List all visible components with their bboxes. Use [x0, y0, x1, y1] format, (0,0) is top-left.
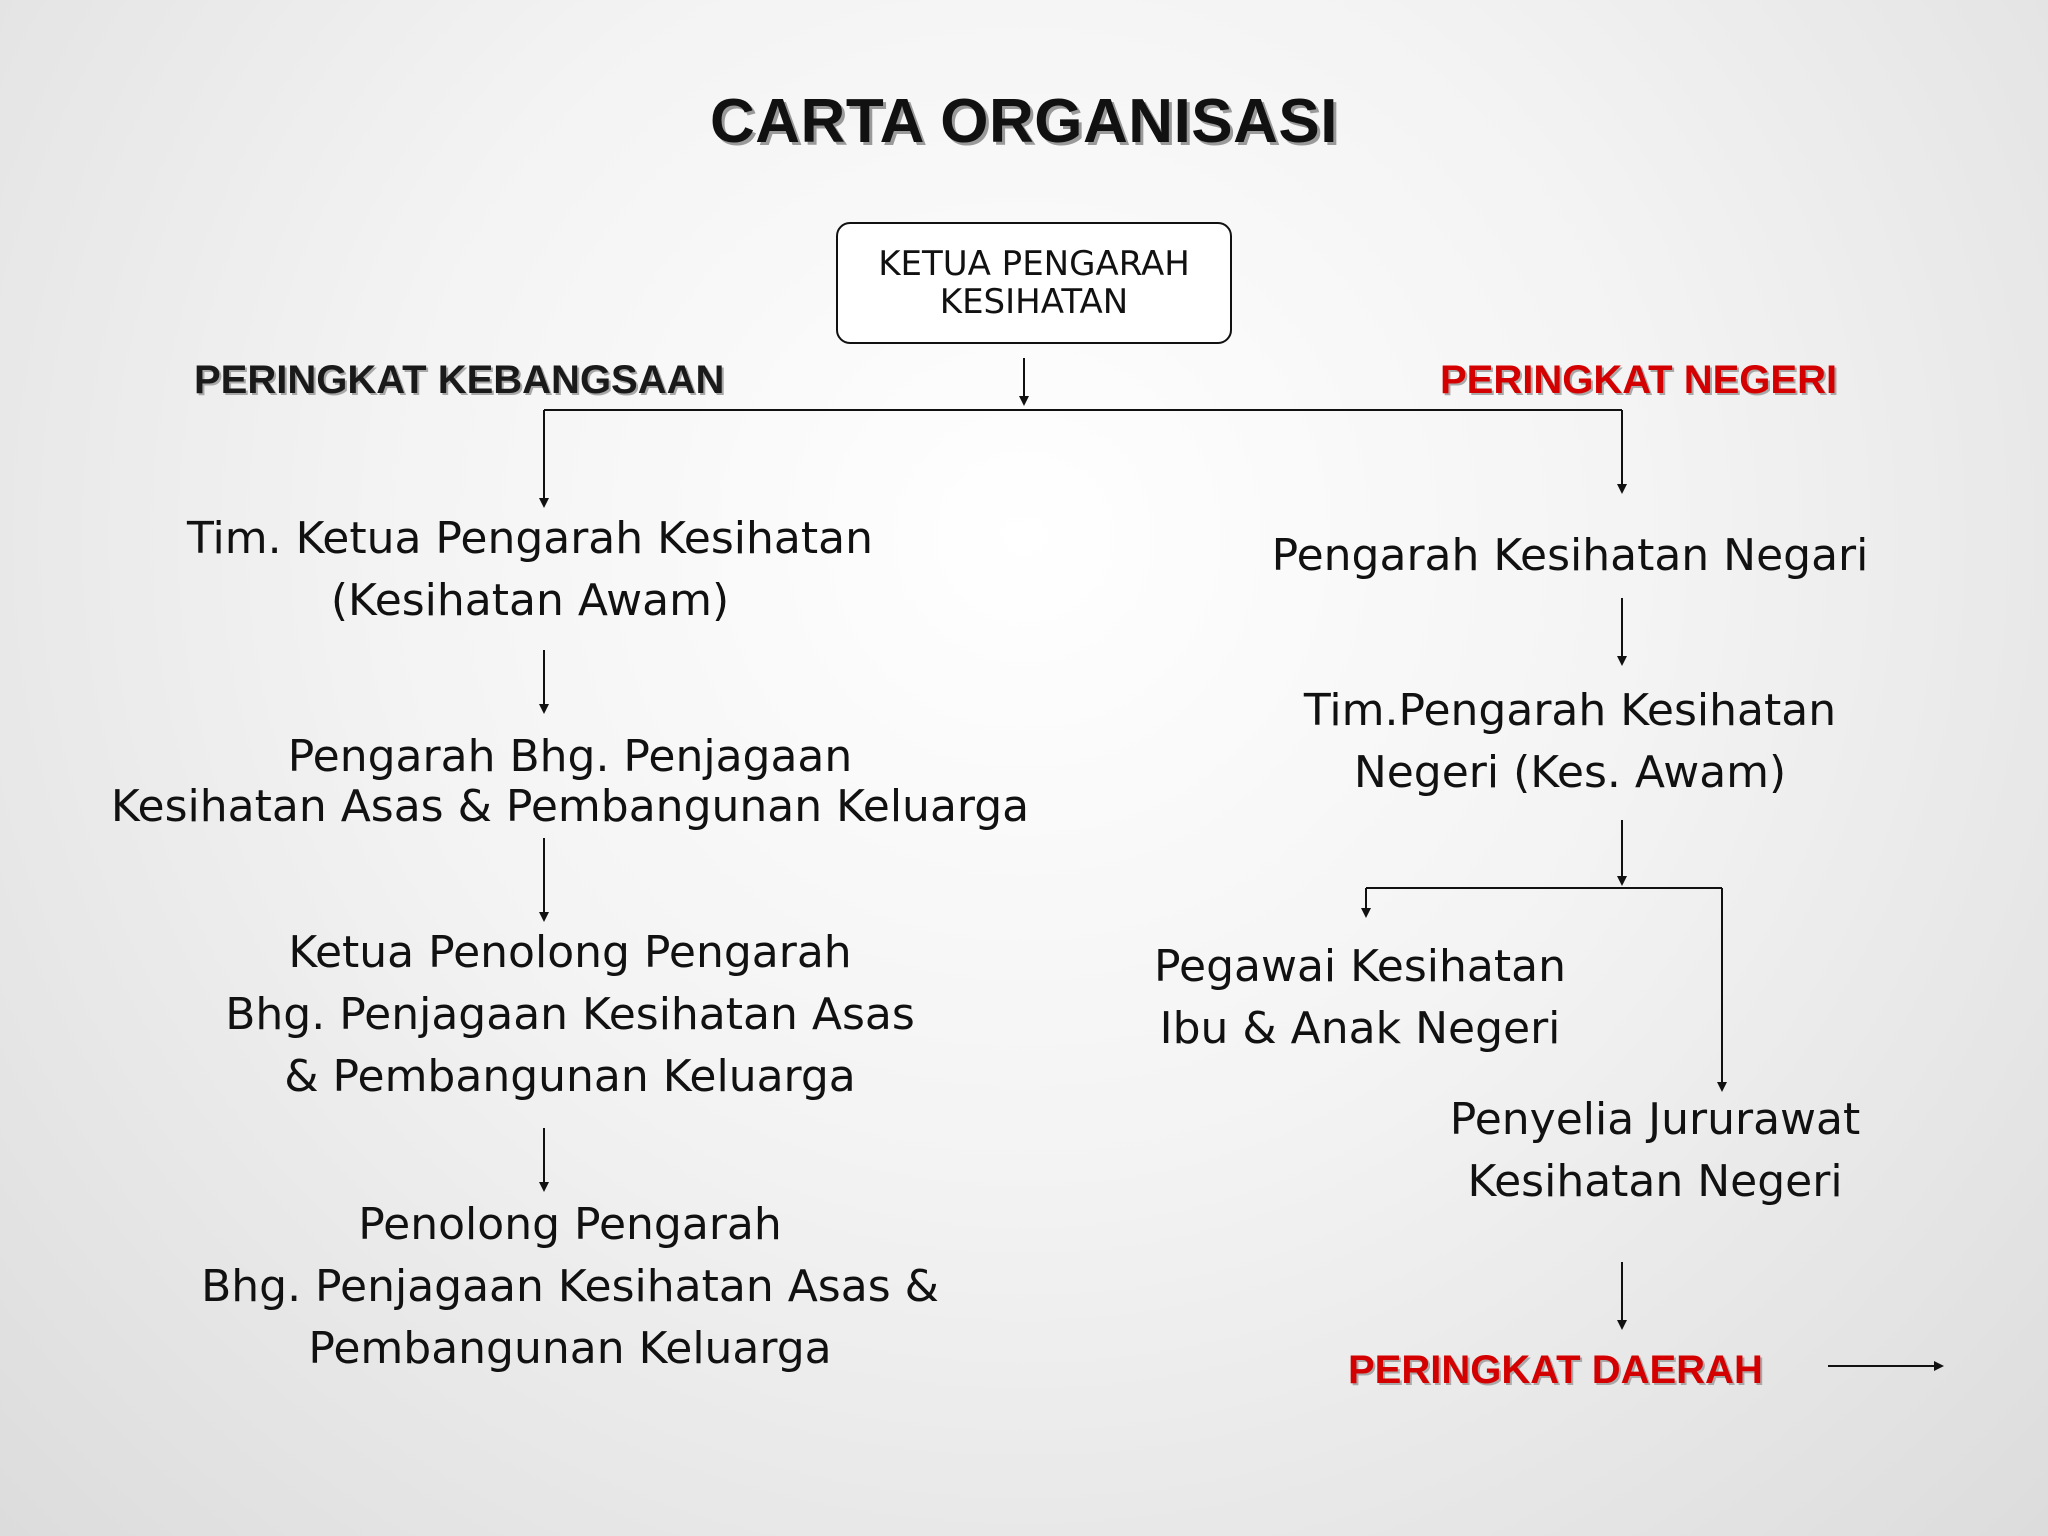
state-node-2: Tim.Pengarah Kesihatan Negeri (Kes. Awam): [1303, 685, 1837, 798]
national-node-4: Penolong Pengarah Bhg. Penjagaan Kesihatan Asas & Pembangunan Keluarga: [201, 1199, 939, 1374]
level-label-district: PERINGKAT DAERAH: [1348, 1348, 1763, 1392]
chart-title: CARTA ORGANISASI: [710, 87, 1338, 156]
level-label-state: PERINGKAT NEGERI: [1440, 358, 1838, 402]
national-node-1: Tim. Ketua Pengarah Kesihatan (Kesihatan Awam): [187, 513, 873, 626]
level-label-national: PERINGKAT KEBANGSAAN: [194, 358, 725, 402]
state-node-4: Penyelia Jururawat Kesihatan Negeri: [1449, 1094, 1861, 1207]
national-node-2: Pengarah Bhg. Penjagaan Kesihatan Asas & Pembangunan Keluarga: [110, 731, 1030, 832]
state-node-3: Pegawai Kesihatan Ibu & Anak Negeri: [1154, 941, 1566, 1054]
top-node-label: KETUA PENGARAH KESIHATAN: [878, 244, 1190, 322]
state-node-1: Pengarah Kesihatan Negari: [1271, 530, 1869, 581]
national-node-3: Ketua Penolong Pengarah Bhg. Penjagaan Kesihatan Asas & Pembangunan Keluarga: [225, 927, 915, 1102]
